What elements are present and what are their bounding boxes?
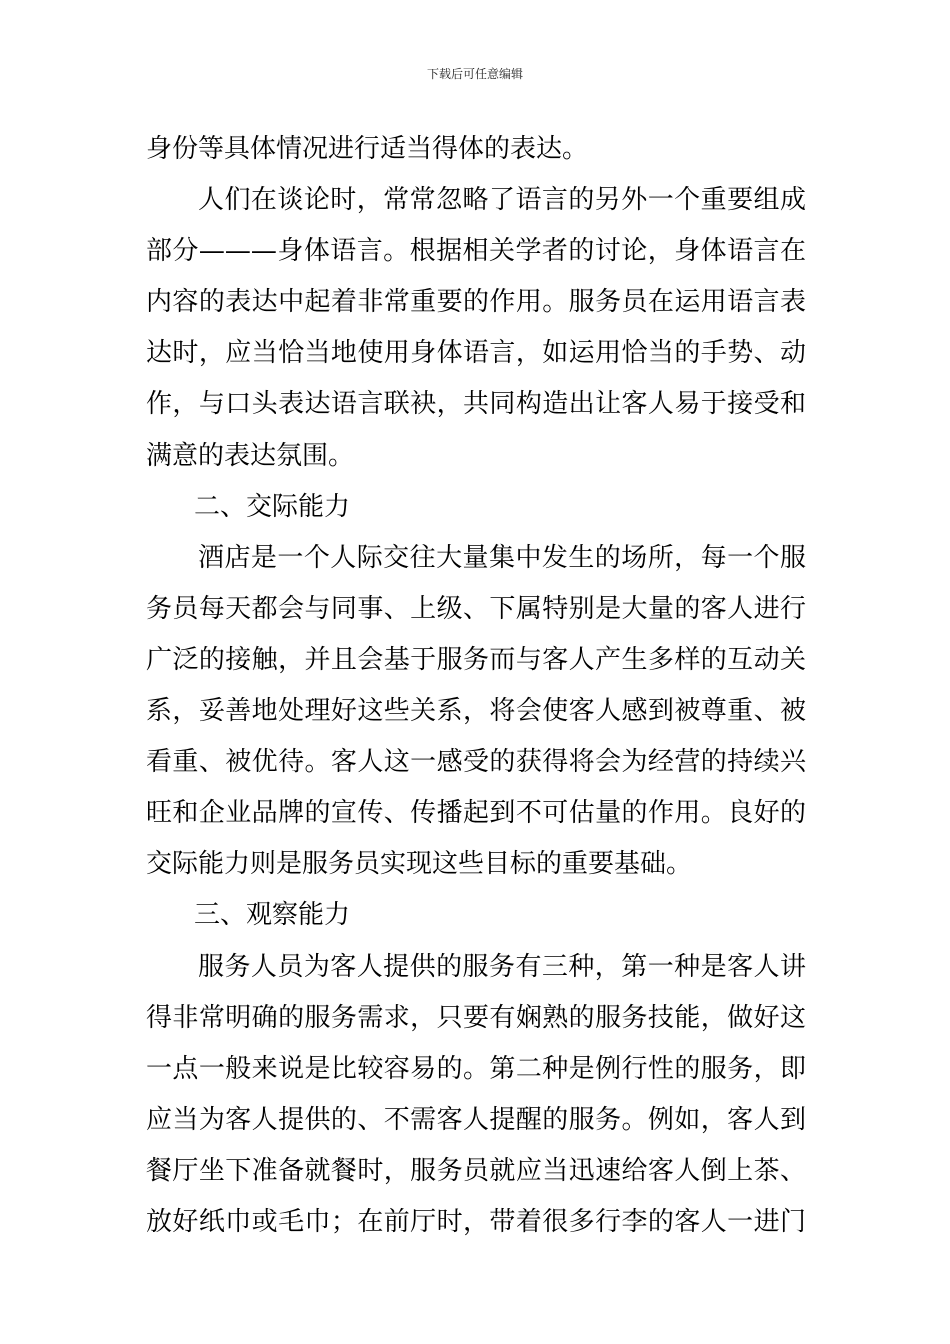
document-body	[146, 124, 806, 1248]
text-line: 满意的表达氛围。	[146, 440, 355, 471]
section-heading-observation: 三、观察能力	[194, 900, 351, 931]
text-line: 放好纸巾或毛巾；在前厅时，带着很多行李的客人一进门	[146, 1206, 806, 1237]
paragraph-first-line: 人们在谈论时，常常忽略了语言的另外一个重要组成	[198, 185, 806, 216]
text-line: 一点一般来说是比较容易的。第二种是例行性的服务，即	[146, 1053, 806, 1084]
section-heading-communication: 二、交际能力	[194, 491, 351, 522]
text-line: 应当为客人提供的、不需客人提醒的服务。例如，客人到	[146, 1104, 806, 1135]
paragraph-first-line: 酒店是一个人际交往大量集中发生的场所，每一个服	[198, 542, 806, 573]
text-line: 餐厅坐下准备就餐时，服务员就应当迅速给客人倒上茶、	[146, 1155, 806, 1186]
text-line: 内容的表达中起着非常重要的作用。服务员在运用语言表	[146, 287, 806, 318]
page-header: 下载后可任意编辑	[426, 67, 523, 81]
text-line: 达时，应当恰当地使用身体语言，如运用恰当的手势、动	[146, 338, 806, 369]
text-line: 广泛的接触，并且会基于服务而与客人产生多样的互动关	[146, 644, 806, 675]
text-line: 旺和企业品牌的宣传、传播起到不可估量的作用。良好的	[146, 798, 806, 829]
text-line: 系，妥善地处理好这些关系，将会使客人感到被尊重、被	[146, 696, 806, 727]
text-line: 作，与口头表达语言联袂，共同构造出让客人易于接受和	[146, 389, 806, 420]
text-line: 交际能力则是服务员实现这些目标的重要基础。	[146, 849, 693, 880]
text-line: 务员每天都会与同事、上级、下属特别是大量的客人进行	[146, 593, 806, 624]
text-line: 得非常明确的服务需求，只要有娴熟的服务技能，做好这	[146, 1002, 806, 1033]
text-line: 部分———身体语言。根据相关学者的讨论，身体语言在	[146, 236, 806, 267]
text-line: 身份等具体情况进行适当得体的表达。	[146, 134, 589, 164]
paragraph-first-line: 服务人员为客人提供的服务有三种，第一种是客人讲	[198, 951, 806, 982]
text-line: 看重、被优待。客人这一感受的获得将会为经营的持续兴	[146, 747, 806, 778]
